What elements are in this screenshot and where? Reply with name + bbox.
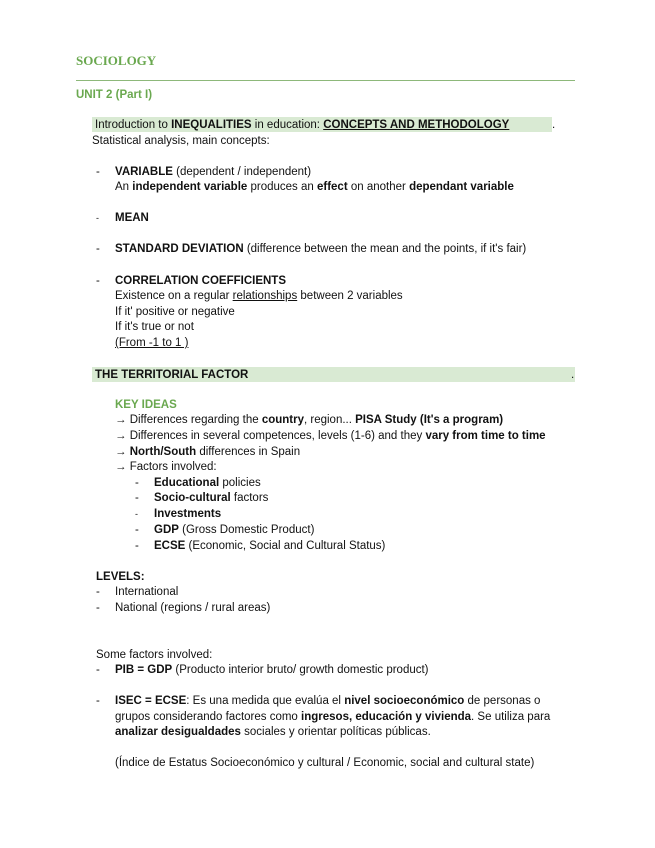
factor-item [154, 507, 221, 521]
intro-subtitle: Statistical analysis, main concepts: [92, 135, 270, 147]
factor-item [154, 539, 385, 553]
levels-title: LEVELS: [96, 571, 145, 583]
corr-line-1 [115, 289, 403, 303]
variable-def-text: produces an [247, 181, 317, 193]
level-item: National (regions / rural areas) [115, 602, 271, 614]
corr-line-2: If it' positive or negative [115, 306, 235, 318]
variable-def-bold: dependant variable [409, 181, 514, 193]
intro-middle: in education: [251, 119, 324, 131]
factor-item [154, 523, 314, 537]
key-idea-bold: North/South [129, 446, 197, 458]
isec-text: de personas o [464, 695, 541, 707]
key-idea-bold: country [261, 414, 304, 426]
intro-line [95, 118, 509, 132]
isec-text: grupos considerando factores como [115, 711, 302, 723]
bullet-dash: - [96, 695, 100, 707]
bullet-dash: - [96, 166, 100, 178]
header-divider [76, 80, 575, 81]
isec-line-4: (Índice de Estatus Socioeconómico y cultural / Economic, social and cultural state) [115, 757, 535, 769]
factor-text: policies [219, 477, 261, 489]
corr-title: CORRELATION COEFFICIENTS [115, 275, 287, 287]
isec-bold: nivel socioeconómico [344, 695, 465, 707]
key-idea-3 [115, 445, 300, 459]
mean-item [115, 211, 149, 225]
variable-title: VARIABLE [115, 166, 173, 178]
key-idea-text: → Differences in several competences, levels (1-6) and they [115, 430, 426, 442]
bullet-dot: - [96, 213, 99, 223]
territorial-trail: . [571, 369, 575, 381]
key-idea-text: → Differences regarding the [115, 414, 262, 426]
levels-heading [96, 570, 145, 584]
factor-item [154, 491, 268, 505]
bullet-dash: - [96, 602, 100, 614]
factor-text: (Economic, Social and Cultural Status) [185, 540, 386, 552]
variable-note: (dependent / independent) [172, 166, 312, 178]
factors-intro: Some factors involved: [96, 649, 213, 661]
sd-title: STANDARD DEVIATION [115, 243, 244, 255]
bullet-dash: - [135, 524, 139, 536]
variable-def-bold: effect [316, 181, 348, 193]
bullet-dash: - [135, 477, 139, 489]
bullet-dash: - [96, 586, 100, 598]
sd-item [115, 242, 526, 256]
document-subject: SOCIOLOGY [76, 53, 157, 68]
factor-bold: Educational [154, 477, 220, 489]
bullet-dash: - [135, 492, 139, 504]
intro-topic: INEQUALITIES [171, 119, 252, 131]
factor-bold: ECSE [154, 540, 186, 552]
isec-line-3 [115, 725, 431, 739]
intro-concepts: CONCEPTS AND METHODOLOGY [323, 119, 510, 131]
isec-text: sociales y orientar políticas públicas. [240, 726, 431, 738]
factor-text: factors [230, 492, 269, 504]
key-idea-text: differences in Spain [196, 446, 301, 458]
key-idea-2 [115, 429, 546, 443]
territorial-title: THE TERRITORIAL FACTOR [95, 369, 249, 381]
corr-line-3: If it's true or not [115, 321, 194, 333]
factor-bold: GDP [154, 524, 179, 536]
pib-note: (Producto interior bruto/ growth domestic product) [172, 664, 429, 676]
corr-item [115, 274, 286, 288]
corr-range: (From -1 to 1 ) [115, 337, 189, 349]
key-ideas-heading: KEY IDEAS [115, 399, 177, 411]
variable-definition [115, 180, 514, 194]
mean-title: MEAN [115, 212, 149, 224]
pib-item [115, 663, 429, 677]
intro-prefix: Introduction to [95, 119, 172, 131]
variable-def-bold: independent variable [132, 181, 248, 193]
isec-title: ISEC = ECSE [115, 695, 187, 707]
isec-line-2 [115, 710, 550, 724]
bullet-dash: - [96, 275, 100, 287]
key-idea-4: → Factors involved: [115, 461, 217, 473]
variable-def-text: on another [347, 181, 410, 193]
key-idea-text: , region... [303, 414, 356, 426]
factor-bold: Socio-cultural [154, 492, 231, 504]
variable-def-text: An [115, 181, 133, 193]
variable-item [115, 165, 311, 179]
isec-bold: analizar desigualdades [115, 726, 241, 738]
corr-line-4 [115, 336, 188, 350]
bullet-dash: - [96, 243, 100, 255]
unit-title: UNIT 2 (Part I) [76, 89, 153, 101]
isec-text: . Se utiliza para [471, 711, 551, 723]
sd-note: (difference between the mean and the points, if it's fair) [243, 243, 527, 255]
key-idea-bold: vary from time to time [425, 430, 546, 442]
bullet-dash: - [96, 664, 100, 676]
pib-title: PIB = GDP [115, 664, 173, 676]
factor-text: (Gross Domestic Product) [178, 524, 315, 536]
isec-bold: ingresos, educación y vivienda [301, 711, 472, 723]
factor-item [154, 476, 261, 490]
intro-trail: . [552, 119, 556, 131]
bullet-dot: - [135, 509, 138, 519]
corr-text: between 2 variables [297, 290, 403, 302]
factor-bold: Investments [154, 508, 222, 520]
isec-text: : Es una medida que evalúa el [186, 695, 345, 707]
corr-underlined: relationships [232, 290, 298, 302]
key-idea-1 [115, 413, 503, 427]
corr-text: Existence on a regular [115, 290, 233, 302]
key-idea-text: → [115, 446, 130, 458]
territorial-heading [95, 368, 248, 382]
level-item: International [115, 586, 179, 598]
isec-line-1 [115, 694, 540, 708]
bullet-dash: - [135, 540, 139, 552]
key-idea-bold: PISA Study (It's a program) [355, 414, 504, 426]
